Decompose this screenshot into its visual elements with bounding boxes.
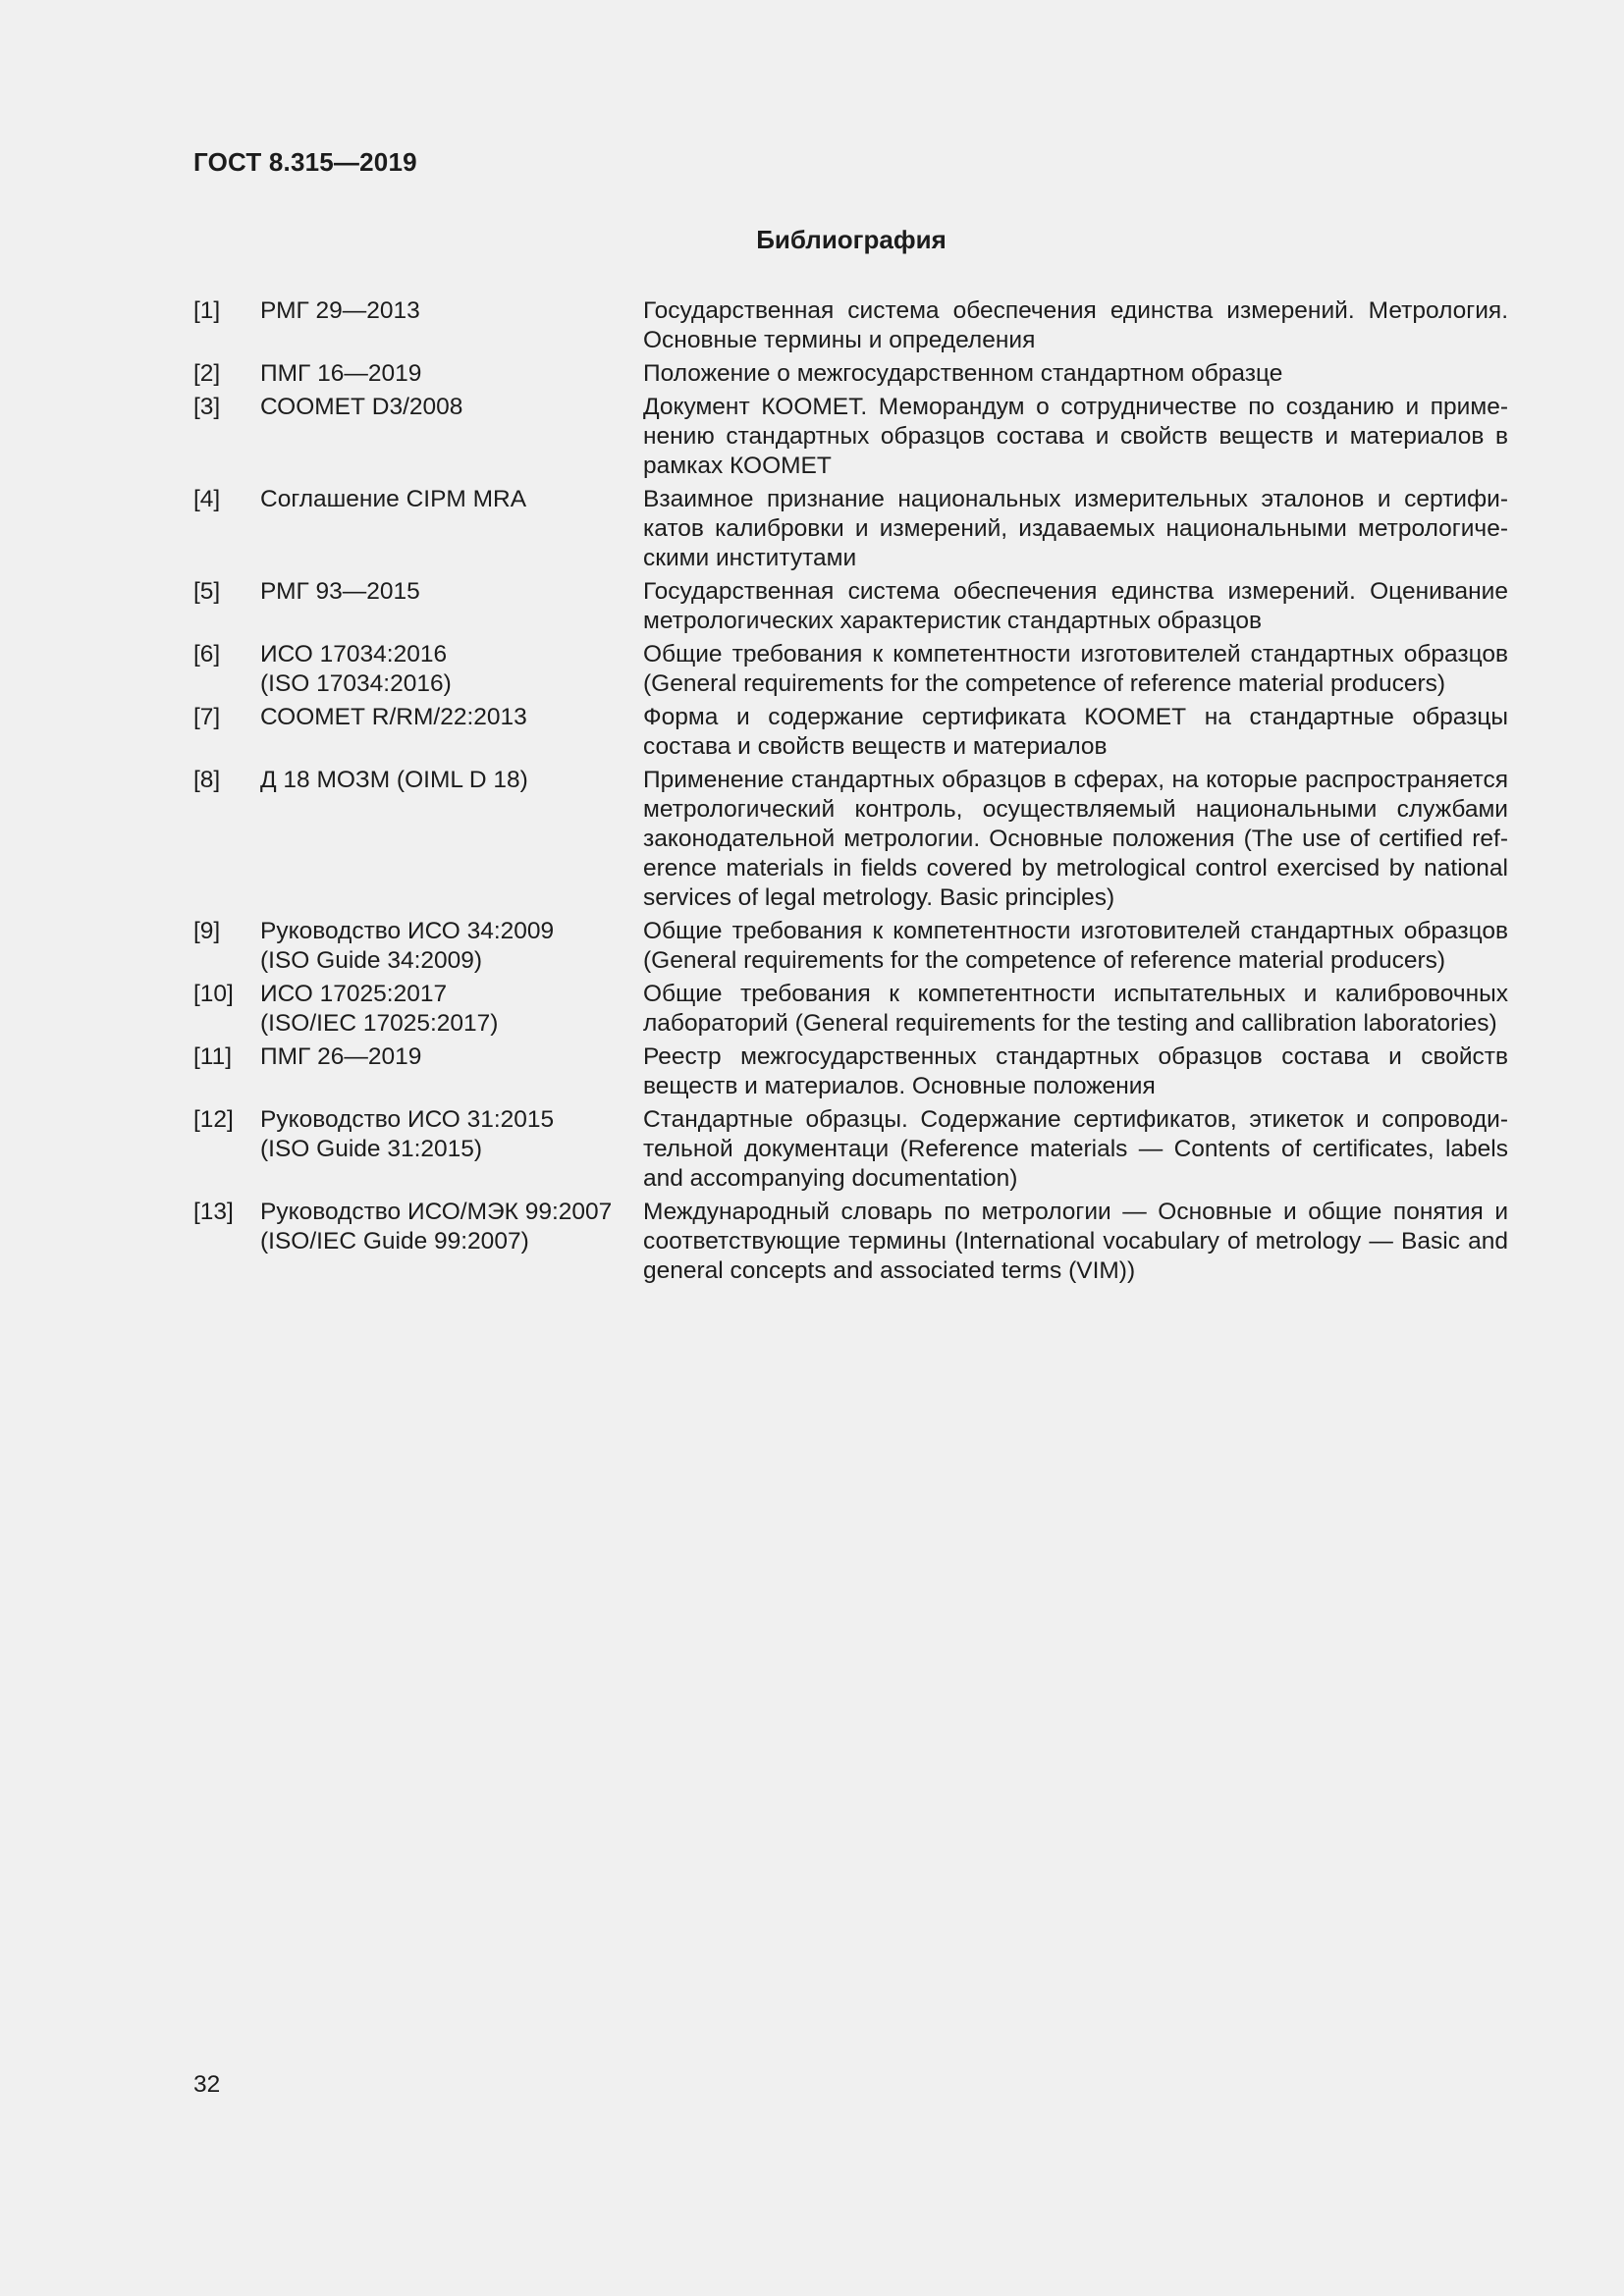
entry-description: Применение стандартных образцов в сферах, на которые распространяется метрологический контроль, осуществляемый национальными службами законодательной метрологии. Основные положения (The use of certified reference materials in fields covered by metrological control exercised by national services of legal metrology. Basic principles) <box>643 767 1508 911</box>
bibliography-entry <box>193 296 1508 355</box>
bibliography-entry <box>193 766 1508 913</box>
entry-description: Общие требования к компетентности испытательных и калибровочных лабораторий (General requirements for the testing and callibration laboratories) <box>643 981 1508 1037</box>
entry-number: [1] <box>193 297 221 324</box>
bibliography-entry <box>193 393 1508 481</box>
entry-reference: Соглашение CIPM MRA <box>260 486 527 512</box>
entry-reference: ПМГ 16—2019 <box>260 360 422 387</box>
bibliography-entry <box>193 917 1508 976</box>
entry-description: Государственная система обеспечения единства измерений. Оценивание метрологических характеристик стандартных образцов <box>643 578 1508 634</box>
entry-number: [7] <box>193 704 221 730</box>
entry-number: [12] <box>193 1106 234 1133</box>
entry-reference: РМГ 29—2013 <box>260 297 420 324</box>
page-number: 32 <box>193 2071 221 2098</box>
entry-reference: РМГ 93—2015 <box>260 578 420 605</box>
entry-reference: Руководство ИСО/МЭК 99:2007 (ISO/IEC Guide 99:2007) <box>260 1199 613 1255</box>
entry-number: [11] <box>193 1043 233 1070</box>
entry-reference: СООМЕТ D3/2008 <box>260 394 463 420</box>
entry-reference: ПМГ 26—2019 <box>260 1043 422 1070</box>
section-title: Библиография <box>756 225 947 254</box>
entry-reference: Д 18 МОЗМ (OIML D 18) <box>260 767 528 793</box>
entry-description: Международный словарь по метрологии — Основные и общие понятия и соответствующие термины (International vocabulary of metrology — Basic and general concepts and associated terms (VIM)) <box>643 1199 1508 1284</box>
bibliography-entry <box>193 577 1508 636</box>
entry-reference: Руководство ИСО 34:2009 (ISO Guide 34:2009) <box>260 918 555 974</box>
entry-number: [8] <box>193 767 221 793</box>
entry-number: [9] <box>193 918 221 944</box>
entry-description: Положение о межгосударственном стандартном образце <box>643 360 1283 387</box>
bibliography-entry <box>193 703 1508 762</box>
entry-description: Общие требования к компетентности изготовителей стандартных образцов (General requirements for the competence of reference material producers) <box>643 918 1508 974</box>
entry-reference: ИСО 17025:2017 (ISO/IEC 17025:2017) <box>260 981 499 1037</box>
bibliography-entry <box>193 1042 1508 1101</box>
entry-reference: ИСО 17034:2016 (ISO 17034:2016) <box>260 641 452 697</box>
entry-number: [10] <box>193 981 234 1007</box>
bibliography-entry <box>193 485 1508 573</box>
entry-description: Государственная система обеспечения единства измерений. Метрология. Основные термины и определения <box>643 297 1508 353</box>
document-header: ГОСТ 8.315—2019 <box>193 147 417 177</box>
entry-reference: СООМЕТ R/RM/22:2013 <box>260 704 527 730</box>
bibliography-entry <box>193 980 1508 1039</box>
entry-number: [4] <box>193 486 221 512</box>
entry-description: Документ КООМЕТ. Меморандум о сотрудничестве по созданию и применению стандартных образцов состава и свойств веществ и материалов в рамках КООМЕТ <box>643 394 1508 479</box>
entry-number: [13] <box>193 1199 234 1225</box>
entry-number: [6] <box>193 641 221 667</box>
entry-description: Общие требования к компетентности изготовителей стандартных образцов (General requirements for the competence of reference material producers) <box>643 641 1508 697</box>
entry-reference: Руководство ИСО 31:2015 (ISO Guide 31:2015) <box>260 1106 555 1162</box>
entry-number: [3] <box>193 394 221 420</box>
bibliography-entry <box>193 640 1508 699</box>
entry-description: Реестр межгосударственных стандартных образцов состава и свойств веществ и материалов. Основные положения <box>643 1043 1508 1099</box>
bibliography-list <box>193 296 1508 1290</box>
entry-number: [2] <box>193 360 221 387</box>
bibliography-entry <box>193 1105 1508 1194</box>
entry-description: Форма и содержание сертификата КООМЕТ на стандартные образцы состава и свойств веществ и материалов <box>643 704 1508 760</box>
bibliography-entry <box>193 1198 1508 1286</box>
entry-number: [5] <box>193 578 221 605</box>
bibliography-entry <box>193 359 1508 389</box>
entry-description: Взаимное признание национальных измерительных эталонов и сертификатов калибровки и измерений, издаваемых национальными метрологическими институтами <box>643 486 1508 571</box>
entry-description: Стандартные образцы. Содержание сертификатов, этикеток и сопроводительной документаци (Reference materials — Contents of certificates, labels and accompanying documentation) <box>643 1106 1508 1192</box>
